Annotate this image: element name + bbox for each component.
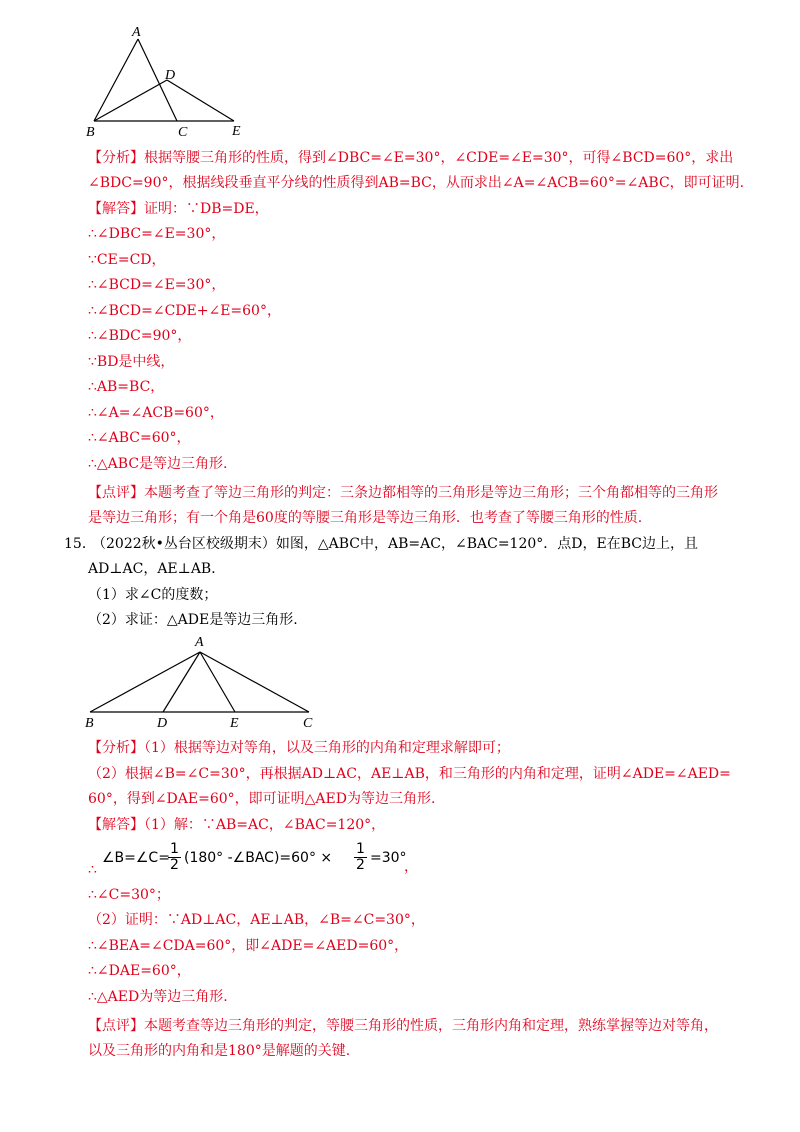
step: ∴∠A=∠ACB=60°， (88, 405, 224, 421)
step: ∴∠ABC=60°， (88, 430, 191, 446)
label-c: C (178, 125, 188, 140)
math-lhs: ∠B=∠C= (102, 850, 170, 866)
problem-number: 15． (64, 536, 96, 552)
problem-stem-2: AD⊥AC，AE⊥AB． (88, 561, 226, 577)
step: ∴∠BCD=∠E=30°， (88, 277, 226, 293)
therefore-mark: ∴ (88, 862, 97, 878)
label-c: C (303, 716, 313, 731)
step: ∴∠BDC=90°， (88, 328, 192, 344)
problem-stem-1: （2022秋•丛台区校级期末）如图，△ABC中，AB=AC，∠BAC=120°．点D，E在BC边上，且 (92, 536, 698, 552)
fraction-denominator: 2 (170, 857, 179, 873)
analysis-line-1: 【分析】根据等腰三角形的性质，得到∠DBC=∠E=30°，∠CDE=∠E=30°，可得∠BCD=60°，求出 (88, 150, 734, 166)
label-a: A (132, 25, 141, 40)
step: ∴∠BEA=∠CDA=60°，即∠ADE=∠AED=60°， (88, 938, 409, 954)
comment-line-1: 【点评】本题考查等边三角形的判定，等腰三角形的性质，三角形内角和定理，熟练掌握等边对等角， (88, 1018, 718, 1034)
label-b: B (85, 716, 94, 731)
comment-line-2: 以及三角形的内角和是180°是解题的关键. (88, 1043, 351, 1059)
fraction-one-half (354, 842, 367, 873)
step: （2）证明：∵AD⊥AC，AE⊥AB，∠B=∠C=30°， (88, 912, 425, 928)
analysis-line-3: 60°，得到∠DAE=60°，即可证明△AED为等边三角形. (88, 791, 436, 807)
label-d: D (165, 68, 176, 83)
fraction-denominator: 2 (356, 857, 365, 873)
comment-line-1: 【点评】本题考查了等边三角形的判定：三条边都相等的三角形是等边三角形；三个角都相等的三角形 (88, 485, 718, 501)
step: ∴∠C=30°； (88, 887, 170, 903)
solution-head: 【解答】证明：∵DB=DE， (88, 201, 269, 217)
step: ∵BD是中线， (88, 354, 175, 370)
question-1: （1）求∠C的度数； (88, 587, 218, 603)
fraction-numerator: 1 (356, 841, 365, 857)
label-a: A (195, 635, 204, 650)
label-e: E (230, 716, 239, 731)
label-d: D (157, 716, 168, 731)
label-b: B (86, 125, 95, 140)
question-2: （2）求证：△ADE是等边三角形. (88, 612, 298, 628)
math-tail: ， (404, 859, 418, 875)
step: ∴∠BCD=∠CDE+∠E=60°， (88, 303, 281, 319)
step: ∴△AED为等边三角形. (88, 989, 228, 1005)
step: ∴△ABC是等边三角形. (88, 456, 228, 472)
step: ∴∠DBC=∠E=30°， (88, 226, 226, 242)
analysis-line-2: ∠BDC=90°，根据线段垂直平分线的性质得到AB=BC，从而求出∠A=∠ACB=60°=∠ABC，即可证明. (88, 175, 745, 191)
math-rhs: =30° (370, 850, 407, 866)
math-expression (88, 842, 418, 878)
fraction-numerator: 1 (170, 841, 179, 857)
figure-1-triangle (80, 22, 270, 142)
fraction-one-half (168, 842, 181, 873)
step: ∴AB=BC， (88, 379, 165, 395)
step: ∴∠DAE=60°， (88, 963, 191, 979)
label-e: E (232, 124, 241, 139)
step: ∵CE=CD， (88, 252, 166, 268)
figure-2-triangle (80, 632, 330, 732)
math-mid: (180° -∠BAC)=60° × (184, 850, 333, 866)
analysis-line-1: 【分析】（1）根据等边对等角，以及三角形的内角和定理求解即可； (88, 740, 510, 756)
comment-line-2: 是等边三角形；有一个角是60度的等腰三角形是等边三角形．也考查了等腰三角形的性质. (88, 510, 643, 526)
analysis-line-2: （2）根据∠B=∠C=30°，再根据AD⊥AC，AE⊥AB，和三角形的内角和定理，证明∠ADE=∠AED= (88, 766, 731, 782)
solution-head: 【解答】（1）解：∵AB=AC，∠BAC=120°， (88, 817, 386, 833)
